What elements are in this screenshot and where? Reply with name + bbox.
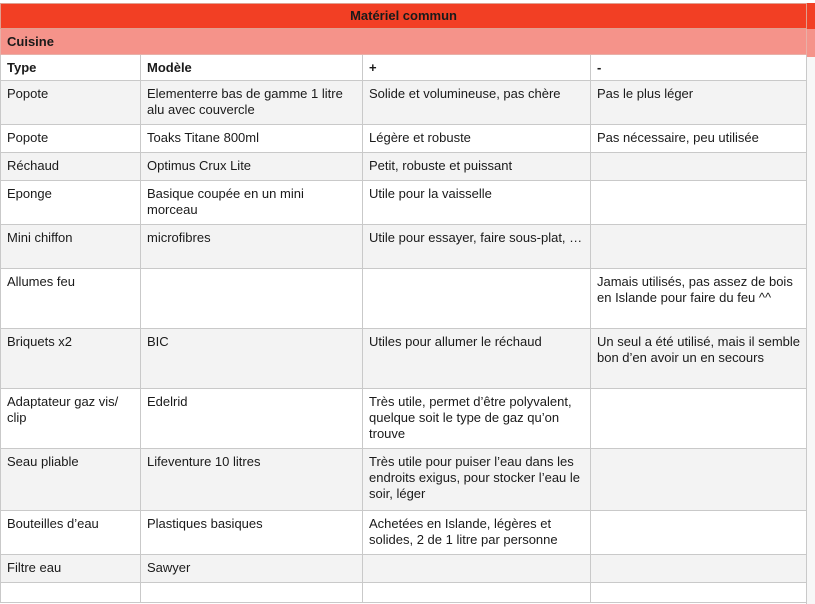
- equipment-table: [0, 3, 807, 603]
- cell-type[interactable]: Seau pliable: [1, 449, 141, 511]
- cell-model[interactable]: Elementerre bas de gamme 1 litre alu avec couvercle: [141, 81, 363, 125]
- cell-model[interactable]: [141, 269, 363, 329]
- cell-minus[interactable]: [591, 583, 807, 603]
- cell-plus[interactable]: [363, 583, 591, 603]
- cell-type[interactable]: Adaptateur gaz vis/ clip: [1, 389, 141, 449]
- table-title[interactable]: Matériel commun: [1, 4, 807, 29]
- cell-minus[interactable]: Un seul a été utilisé, mais il semble bon d’en avoir un en secours: [591, 329, 807, 389]
- header-minus[interactable]: -: [591, 55, 807, 81]
- header-plus[interactable]: +: [363, 55, 591, 81]
- adjacent-column-strip: [806, 3, 815, 604]
- cell-plus[interactable]: Utile pour essayer, faire sous-plat, …: [363, 225, 591, 269]
- cell-minus[interactable]: Jamais utilisés, pas assez de bois en Islande pour faire du feu ^^: [591, 269, 807, 329]
- header-row: [1, 55, 807, 81]
- cell-type[interactable]: Mini chiffon: [1, 225, 141, 269]
- cell-model[interactable]: Optimus Crux Lite: [141, 153, 363, 181]
- cell-model[interactable]: Lifeventure 10 litres: [141, 449, 363, 511]
- cell-model[interactable]: [141, 583, 363, 603]
- cell-minus[interactable]: [591, 389, 807, 449]
- adjacent-title-cell: [806, 3, 815, 29]
- cell-minus[interactable]: [591, 181, 807, 225]
- cell-plus[interactable]: Utile pour la vaisselle: [363, 181, 591, 225]
- cell-plus[interactable]: [363, 555, 591, 583]
- cell-minus[interactable]: Pas le plus léger: [591, 81, 807, 125]
- table-row: [1, 511, 807, 555]
- cell-plus[interactable]: [363, 269, 591, 329]
- cell-model[interactable]: BIC: [141, 329, 363, 389]
- cell-type[interactable]: Eponge: [1, 181, 141, 225]
- table-row: [1, 153, 807, 181]
- cell-plus[interactable]: Très utile, permet d’être polyvalent, quelque soit le type de gaz qu’on trouve: [363, 389, 591, 449]
- table-row: [1, 225, 807, 269]
- cell-minus[interactable]: [591, 449, 807, 511]
- table-title-row: [1, 4, 807, 29]
- adjacent-section-cell: [806, 29, 815, 57]
- cell-plus[interactable]: Utiles pour allumer le réchaud: [363, 329, 591, 389]
- cell-type[interactable]: Filtre eau: [1, 555, 141, 583]
- cell-model[interactable]: Toaks Titane 800ml: [141, 125, 363, 153]
- cell-type[interactable]: Bouteilles d’eau: [1, 511, 141, 555]
- cell-minus[interactable]: [591, 511, 807, 555]
- header-model[interactable]: Modèle: [141, 55, 363, 81]
- cell-plus[interactable]: Petit, robuste et puissant: [363, 153, 591, 181]
- cell-minus[interactable]: Pas nécessaire, peu utilisée: [591, 125, 807, 153]
- cell-type[interactable]: Allumes feu: [1, 269, 141, 329]
- table-row: [1, 125, 807, 153]
- cell-type[interactable]: Réchaud: [1, 153, 141, 181]
- table-row: [1, 555, 807, 583]
- cell-model[interactable]: Basique coupée en un mini morceau: [141, 181, 363, 225]
- cell-plus[interactable]: Légère et robuste: [363, 125, 591, 153]
- cell-type[interactable]: Popote: [1, 81, 141, 125]
- header-type[interactable]: Type: [1, 55, 141, 81]
- section-title[interactable]: Cuisine: [1, 29, 807, 55]
- cell-minus[interactable]: [591, 225, 807, 269]
- table-row: [1, 583, 807, 603]
- table-row: [1, 449, 807, 511]
- cell-plus[interactable]: Solide et volumineuse, pas chère: [363, 81, 591, 125]
- table-row: [1, 81, 807, 125]
- cell-type[interactable]: Popote: [1, 125, 141, 153]
- cell-model[interactable]: microfibres: [141, 225, 363, 269]
- cell-type[interactable]: Briquets x2: [1, 329, 141, 389]
- cell-model[interactable]: Plastiques basiques: [141, 511, 363, 555]
- cell-plus[interactable]: Achetées en Islande, légères et solides, 2 de 1 litre par personne: [363, 511, 591, 555]
- section-row: [1, 29, 807, 55]
- cell-model[interactable]: Sawyer: [141, 555, 363, 583]
- cell-plus[interactable]: Très utile pour puiser l’eau dans les endroits exigus, pour stocker l’eau le soir, léger: [363, 449, 591, 511]
- cell-type[interactable]: [1, 583, 141, 603]
- table-row: [1, 389, 807, 449]
- cell-minus[interactable]: [591, 555, 807, 583]
- table-row: [1, 181, 807, 225]
- table-row: [1, 329, 807, 389]
- table-row: [1, 269, 807, 329]
- cell-minus[interactable]: [591, 153, 807, 181]
- cell-model[interactable]: Edelrid: [141, 389, 363, 449]
